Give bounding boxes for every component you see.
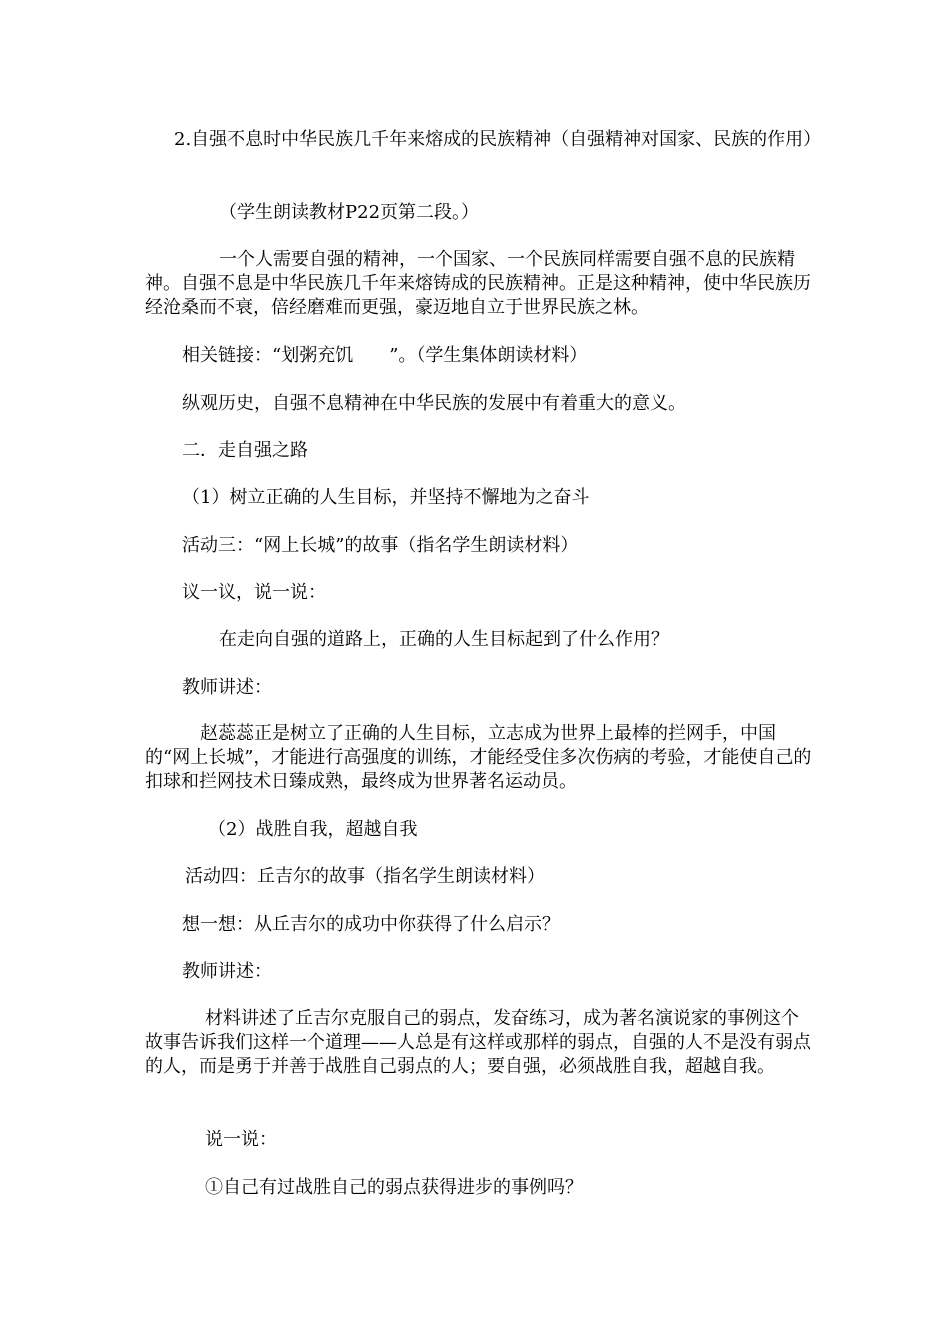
paragraph-related-link: 相关链接：“划粥充饥 ”。（学生集体朗读材料） [182, 345, 588, 366]
paragraph-churchill-story: 材料讲述了丘吉尔克服自己的弱点，发奋练习，成为著名演说家的事例这个故事告诉我们这样一个道理——人总是有这样或那样的弱点，自强的人不是没有弱点的人，而是勇于并善于战胜自己弱点的人；要自强，必须战胜自我，超越自我。 [145, 1008, 811, 1077]
paragraph-teacher-note-2: 教师讲述： [182, 961, 272, 982]
paragraph-activity-four: 活动四：丘吉尔的故事（指名学生朗读材料） [185, 866, 545, 887]
paragraph-question-one: ①自己有过战胜自己的弱点获得进步的事例吗？ [205, 1177, 583, 1198]
paragraph-overcome-self-heading: （2）战胜自我，超越自我 [208, 819, 418, 840]
paragraph-goal-heading: （1）树立正确的人生目标，并坚持不懈地为之奋斗 [182, 487, 590, 508]
paragraph-national-spirit: 一个人需要自强的精神，一个国家、一个民族同样需要自强不息的民族精神。自强不息是中华民族几千年来熔铸成的民族精神。正是这种精神，使中华民族历经沧桑而不衰，倍经磨难而更强，豪迈地自立于世界民族之林。 [145, 249, 811, 318]
paragraph-section-2-heading: 2.自强不息时中华民族几千年来熔成的民族精神（自强精神对国家、民族的作用） [174, 129, 822, 150]
paragraph-think-prompt: 想一想：从丘吉尔的成功中你获得了什么启示？ [182, 914, 560, 935]
paragraph-speak-prompt: 说一说： [205, 1129, 277, 1150]
paragraph-activity-three: 活动三：“网上长城”的故事（指名学生朗读材料） [182, 535, 579, 556]
paragraph-zhao-ruirui: 赵蕊蕊正是树立了正确的人生目标，立志成为世界上最棒的拦网手，中国的“网上长城”，才能进行高强度的训练，才能经受住多次伤病的考验，才能使自己的扣球和拦网技术日臻成熟，最终成为世界著名运动员。 [145, 723, 812, 792]
paragraph-history-overview: 纵观历史，自强不息精神在中华民族的发展中有着重大的意义。 [182, 393, 686, 414]
paragraph-teacher-note-1: 教师讲述： [182, 677, 272, 698]
paragraph-reading-note: （学生朗读教材P22页第二段。） [219, 202, 480, 223]
paragraph-goal-question: 在走向自强的道路上，正确的人生目标起到了什么作用？ [219, 629, 669, 650]
paragraph-section-heading-path: 二．走自强之路 [182, 440, 308, 461]
paragraph-discussion-prompt: 议一议，说一说： [182, 582, 326, 603]
